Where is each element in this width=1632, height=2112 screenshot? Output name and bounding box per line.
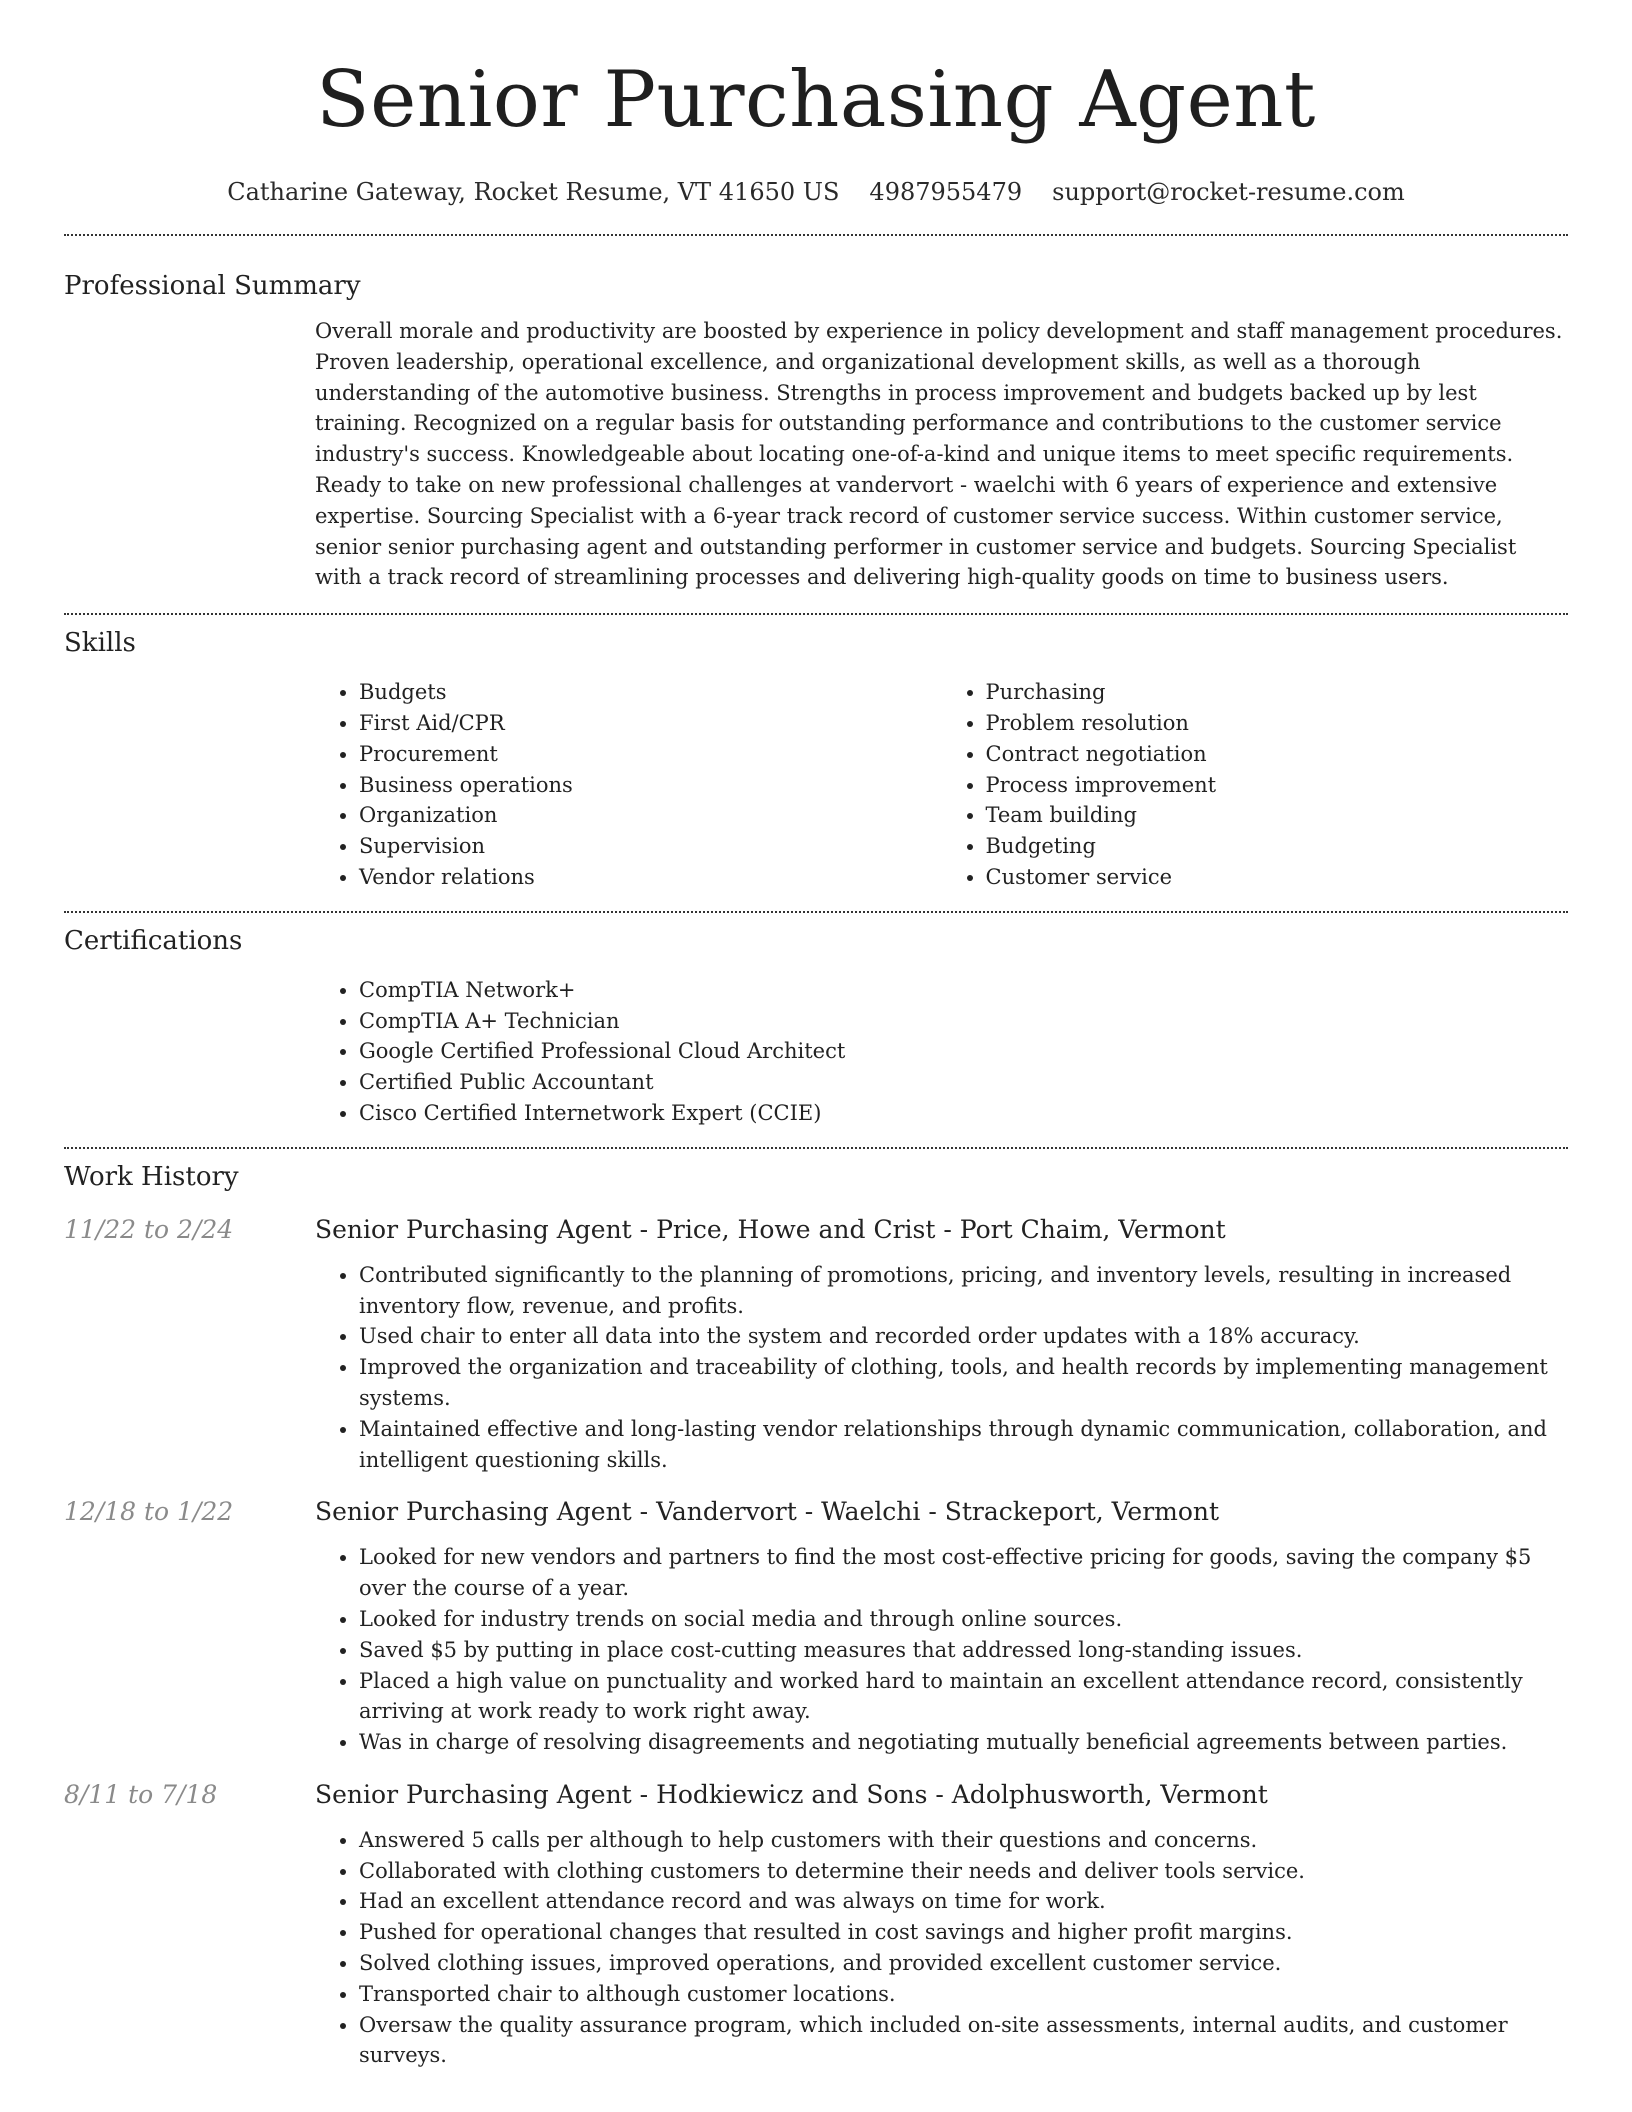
job-entry — [0, 1213, 1632, 1476]
certifications-section — [0, 923, 1632, 1129]
job-bullets — [315, 1542, 1568, 1758]
contact-phone: 4987955479 — [869, 178, 1023, 206]
skill-item: • Budgeting — [986, 831, 1569, 862]
summary-text: Overall morale and productivity are boosted by experience in policy development and staff management procedures. Proven leadership, operational excellence, and organizational development skills, as well as a thorough understanding of the automotive business. Strengths in process improvement and budgets backed up by lest training. Recognized on a regular basis for outstanding performance and contributions to the customer service industry's success. Knowledgeable about locating one-of-a-kind and unique items to meet specific requirements. Ready to take on new professional challenges at vandervort - waelchi with 6 years of experience and extensive expertise. Sourcing Specialist with a 6-year track record of customer service success. Within customer service, senior senior purchasing agent and outstanding performer in customer service and budgets. Sourcing Specialist with a track record of streamlining processes and delivering high-quality goods on time to business users. — [315, 319, 1563, 590]
section-divider — [64, 234, 1568, 236]
job-bullet: • Pushed for operational changes that resulted in cost savings and higher profit margins. — [359, 1917, 1568, 1948]
contact-address: Catharine Gateway, Rocket Resume, VT 41650 US — [227, 178, 840, 206]
section-divider — [64, 613, 1568, 615]
skill-item: • Contract negotiation — [986, 739, 1569, 770]
skill-item: • Procurement — [359, 739, 942, 770]
certification-item: • Google Certified Professional Cloud Architect — [359, 1036, 1568, 1067]
resume-header — [0, 0, 1632, 208]
job-bullet: • Oversaw the quality assurance program, which included on-site assessments, internal audits, and customer surveys. — [359, 2010, 1568, 2072]
job-entry — [0, 1495, 1632, 1758]
job-bullet: • Maintained effective and long-lasting vendor relationships through dynamic communication, collaboration, and intelligent questioning skills. — [359, 1414, 1568, 1476]
job-entry — [0, 1778, 1632, 2071]
job-title: Senior Purchasing Agent - Price, Howe and Crist - Port Chaim, Vermont — [315, 1214, 1226, 1244]
job-title: Senior Purchasing Agent - Hodkiewicz and Sons - Adolphusworth, Vermont — [315, 1779, 1268, 1809]
contact-line — [0, 176, 1632, 208]
skill-item: • Customer service — [986, 862, 1569, 893]
certifications-body — [315, 975, 1568, 1129]
job-dates: 8/11 to 7/18 — [64, 1779, 218, 1809]
work-history-title: Work History — [64, 1161, 239, 1192]
skill-item: • Problem resolution — [986, 708, 1569, 739]
job-bullets — [315, 1260, 1568, 1476]
skills-section — [0, 625, 1632, 893]
skill-item: • Team building — [986, 800, 1569, 831]
job-bullet: • Placed a high value on punctuality and worked hard to maintain an excellent attendance record, consistently arriving at work ready to work right away. — [359, 1666, 1568, 1728]
skills-list-right — [942, 677, 1569, 893]
certification-item: • CompTIA Network+ — [359, 975, 1568, 1006]
job-bullet: • Transported chair to although customer locations. — [359, 1979, 1568, 2010]
work-history-section — [0, 1159, 1632, 1195]
section-divider — [64, 1147, 1568, 1149]
job-bullet: • Solved clothing issues, improved operations, and provided excellent customer service. — [359, 1948, 1568, 1979]
job-bullet: • Contributed significantly to the planning of promotions, pricing, and inventory levels, resulting in increased inventory flow, revenue, and profits. — [359, 1260, 1568, 1322]
certifications-title: Certifications — [64, 925, 243, 956]
job-bullet: • Looked for industry trends on social media and through online sources. — [359, 1604, 1568, 1635]
job-bullet: • Answered 5 calls per although to help customers with their questions and concerns. — [359, 1825, 1568, 1856]
job-details — [315, 1778, 1568, 2071]
job-dates: 11/22 to 2/24 — [64, 1214, 234, 1244]
resume-name: Senior Purchasing Agent — [316, 55, 1316, 145]
job-bullet: • Used chair to enter all data into the system and recorded order updates with a 18% accuracy. — [359, 1321, 1568, 1352]
job-bullet: • Had an excellent attendance record and was always on time for work. — [359, 1886, 1568, 1917]
job-bullet: • Collaborated with clothing customers to determine their needs and deliver tools service. — [359, 1856, 1568, 1887]
skill-item: • Budgets — [359, 677, 942, 708]
job-bullets — [315, 1825, 1568, 2071]
job-title: Senior Purchasing Agent - Vandervort - Waelchi - Strackeport, Vermont — [315, 1497, 1220, 1527]
skill-item: • First Aid/CPR — [359, 708, 942, 739]
certification-item: • Certified Public Accountant — [359, 1067, 1568, 1098]
skills-list-left — [315, 677, 942, 893]
section-divider — [64, 911, 1568, 913]
skills-body — [315, 677, 1568, 893]
job-details — [315, 1213, 1568, 1476]
job-dates: 12/18 to 1/22 — [64, 1497, 234, 1527]
skill-item: • Supervision — [359, 831, 942, 862]
job-bullet: • Was in charge of resolving disagreements and negotiating mutually beneficial agreements between parties. — [359, 1727, 1568, 1758]
certification-item: • CompTIA A+ Technician — [359, 1006, 1568, 1037]
skill-item: • Organization — [359, 800, 942, 831]
summary-body — [315, 316, 1568, 593]
skills-title: Skills — [64, 628, 136, 659]
job-bullet: • Improved the organization and traceability of clothing, tools, and health records by implementing management systems. — [359, 1352, 1568, 1414]
contact-email: support@rocket-resume.com — [1052, 178, 1405, 206]
job-bullet: • Saved $5 by putting in place cost-cutting measures that addressed long-standing issues. — [359, 1635, 1568, 1666]
skill-item: • Purchasing — [986, 677, 1569, 708]
skill-item: • Business operations — [359, 770, 942, 801]
job-details — [315, 1495, 1568, 1758]
job-bullet: • Looked for new vendors and partners to find the most cost-effective pricing for goods, saving the company $5 over the course of a year. — [359, 1542, 1568, 1604]
summary-section — [0, 266, 1632, 593]
certification-item: • Cisco Certified Internetwork Expert (CCIE) — [359, 1098, 1568, 1129]
skill-item: • Process improvement — [986, 770, 1569, 801]
summary-title: Professional Summary — [64, 271, 361, 301]
skill-item: • Vendor relations — [359, 862, 942, 893]
certifications-list — [315, 975, 1568, 1129]
